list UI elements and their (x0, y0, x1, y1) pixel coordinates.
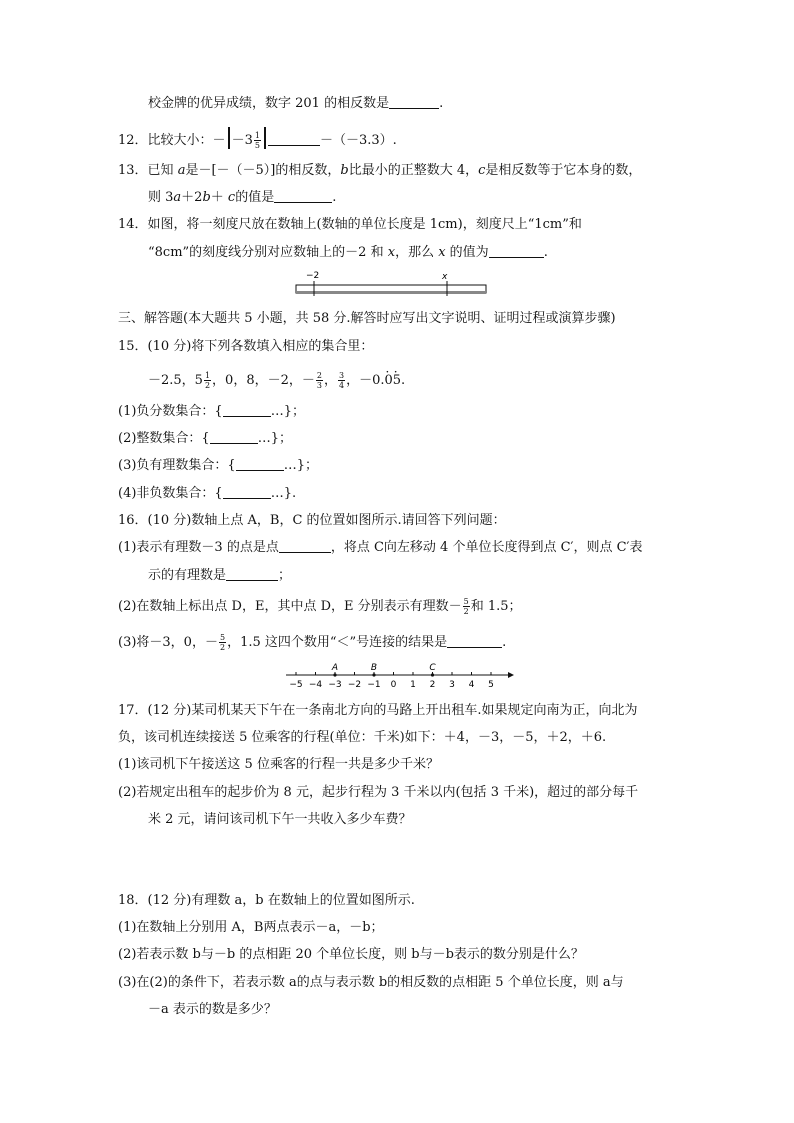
tick-label: 5 (488, 680, 494, 690)
answer-blank[interactable] (274, 188, 332, 203)
question-15-set1: (1)负分数集合：{ …}； (118, 404, 305, 419)
question-16-part2: (2)在数轴上标出点 D，E，其中点 D，E 分别表示有理数－ $\frac{5}{2}$ 和 1.5； (118, 597, 522, 616)
ruler-label-left: −2 (306, 271, 320, 281)
question-18-part3-line2: －a 表示的数是多少？ (148, 1002, 277, 1017)
abs-bar-right (264, 127, 266, 149)
point-c (431, 673, 434, 676)
q11-continuation: 校金牌的优异成绩，数字 201 的相反数是 . (148, 96, 444, 111)
answer-blank[interactable] (268, 131, 320, 146)
question-17-line2: 负，该司机连续接送 5 位乘客的行程(单位：千米)如下：＋4，－3，－5，＋2，＋6. (118, 730, 607, 745)
question-13-line2: 则 3a＋2b＋ c的值是 . (148, 190, 337, 205)
answer-blank[interactable] (223, 402, 271, 417)
question-17-part1: (1)该司机下午接送这 5 位乘客的行程一共是多少千米？ (118, 757, 439, 772)
tick-label: 2 (429, 680, 436, 690)
ruler-shadow (296, 291, 486, 293)
tick-label: 1 (410, 680, 416, 690)
answer-blank[interactable] (489, 243, 544, 258)
question-15-set2: (2)整数集合：{ …}； (118, 431, 292, 446)
answer-blank[interactable] (226, 566, 278, 581)
tick-label: 0 (390, 680, 397, 690)
arrow-icon (508, 672, 514, 678)
question-16-part1-line2: 示的有理数是 ； (148, 568, 292, 583)
question-18-part3-line1: (3)在(2)的条件下，若表示数 a的点与表示数 b的相反数的点相距 5 个单位长度，则 a与 (118, 975, 624, 990)
answer-blank[interactable] (389, 94, 439, 109)
question-17-part2-line1: (2)若规定出租车的起步价为 8 元，起步行程为 3 千米以内(包括 3 千米)，超过的部分每千 (118, 785, 639, 800)
question-16-part3: (3)将－3，0，－ $\frac{5}{2}$ ，1.5 这四个数用“＜”号连接的结果是 . (118, 633, 507, 652)
question-16-part1-line1: (1)表示有理数－3 的点是点 ，将点 C向左移动 4 个单位长度得到点 C′，则点 C′表 (118, 540, 643, 555)
question-14-line2: “8cm”的刻度线分别对应数轴上的－2 和 x，那么 x 的值为 . (148, 245, 548, 260)
answer-blank[interactable] (447, 633, 502, 648)
tick-label: −3 (328, 680, 342, 690)
point-label-b: B (370, 663, 378, 673)
section-3-title: 三、解答题(本大题共 5 小题，共 58 分.解答时应写出文字说明、证明过程或演算步骤) (118, 311, 616, 326)
answer-blank[interactable] (236, 456, 284, 471)
answer-blank[interactable] (210, 429, 258, 444)
question-17-part2-line2: 米 2 元，请问该司机下午一共收入多少车费？ (148, 812, 412, 827)
question-15-head: 15．(10 分)将下列各数填入相应的集合里： (118, 339, 374, 354)
question-18-part1: (1)在数轴上分别用 A，B两点表示－a，－b； (118, 920, 384, 935)
point-b (372, 673, 375, 676)
question-17-line1: 17．(12 分)某司机某天下午在一条南北方向的马路上开出租车.如果规定向南为正，向北为 (118, 703, 638, 718)
tick-label: 4 (468, 680, 475, 690)
tick-label: −2 (347, 680, 362, 690)
ruler-figure (290, 268, 500, 298)
question-15-set4: (4)非负数集合：{ …}. (118, 486, 297, 501)
ruler-label-right: x (442, 272, 448, 282)
answer-blank[interactable] (279, 538, 331, 553)
question-18-head: 18．(12 分)有理数 a，b 在数轴上的位置如图所示. (118, 893, 415, 908)
tick-label: 3 (449, 680, 455, 690)
answer-blank[interactable] (223, 484, 271, 499)
question-14-line1: 14．如图，将一刻度尺放在数轴上(数轴的单位长度是 1cm)，刻度尺上“1cm”和 (118, 217, 582, 232)
question-13-line1: 13．已知 a是－[－（－5）]的相反数，b比最小的正整数大 4，c是相反数等于它本身的数， (118, 163, 642, 178)
tick-label: −1 (367, 680, 381, 690)
question-15-set3: (3)负有理数集合：{ …}； (118, 458, 318, 473)
point-label-c: C (429, 663, 436, 673)
fraction: $\frac{1}{5}$ (254, 131, 260, 150)
question-15-numbers: －2.5，5 $\frac{1}{2}$ ，0，8，－2，－ $\frac{2}{3}$ ， $\frac{3}{4}$ ，－0.· 0· 5. (148, 371, 405, 391)
question-18-part2: (2)若表示数 b与－b 的点相距 20 个单位长度，则 b与－b表示的数分别是什么？ (118, 947, 584, 962)
point-a (333, 673, 336, 676)
tick-label: −5 (289, 680, 303, 690)
number-line-figure (280, 660, 520, 694)
question-16-head: 16．(10 分)数轴上点 A，B，C 的位置如图所示.请回答下列问题： (118, 513, 506, 528)
abs-bar-left (228, 127, 230, 149)
question-12: 12．比较大小：－ －3 $\frac{1}{5}$ －（－3.3）. (118, 127, 397, 151)
point-label-a: A (331, 663, 339, 673)
tick-label: −4 (308, 680, 323, 690)
